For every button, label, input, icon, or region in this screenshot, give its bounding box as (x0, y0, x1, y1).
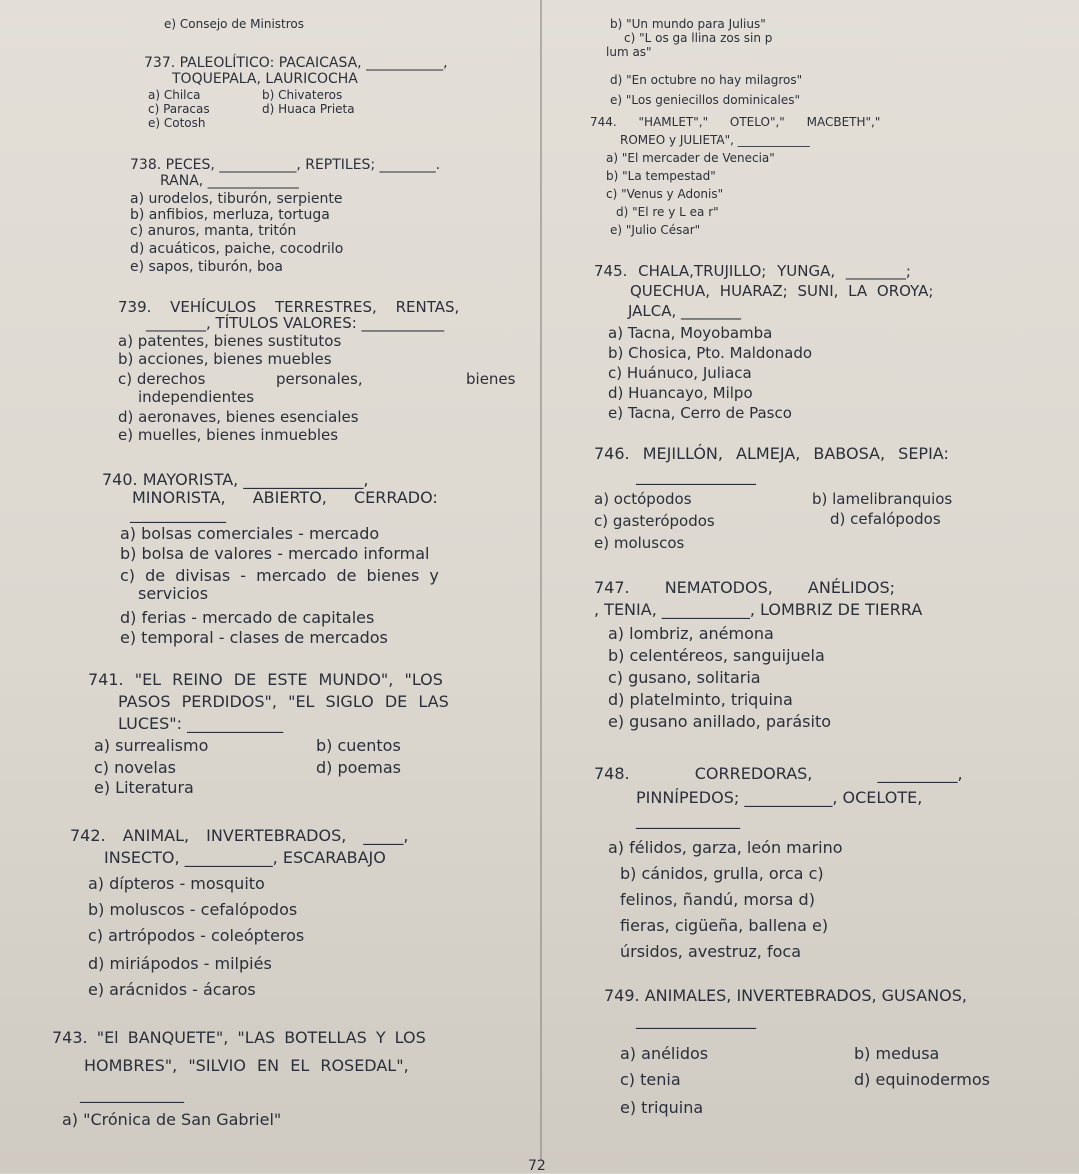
q742-option-e: e) arácnidos - ácaros (88, 980, 256, 999)
q747-stem-2: , TENIA, ___________, LOMBRIZ DE TIERRA (594, 600, 923, 619)
q740-stem-2: MINORISTA, ABIERTO, CERRADO: (132, 488, 438, 507)
q740-stem-3: ____________ (130, 504, 226, 523)
q739-option-d: d) aeronaves, bienes esenciales (118, 408, 359, 426)
q749-stem: 749. ANIMALES, INVERTEBRADOS, GUSANOS, (604, 986, 967, 1005)
q748-option-c: felinos, ñandú, morsa d) (620, 890, 815, 909)
q748-option-a: a) félidos, garza, león marino (608, 838, 843, 857)
q746-option-a: a) octópodos (594, 490, 692, 508)
q747-option-c: c) gusano, solitaria (608, 668, 761, 687)
q745-option-a: a) Tacna, Moyobamba (608, 324, 773, 342)
q742-stem: 742. ANIMAL, INVERTEBRADOS, _____, (70, 826, 409, 845)
q745-stem: 745. CHALA,TRUJILLO; YUNGA, ________; (594, 262, 911, 280)
q748-option-b: b) cánidos, grulla, orca c) (620, 864, 824, 883)
q744-stem: 744. "HAMLET"," OTELO"," MACBETH"," (590, 115, 881, 129)
q740-option-c: c) de divisas - mercado de bienes y (120, 566, 439, 585)
q740-option-a: a) bolsas comerciales - mercado (120, 524, 380, 543)
q737-option-d: d) Huaca Prieta (262, 102, 355, 116)
q743-option-a: a) "Crónica de San Gabriel" (62, 1110, 282, 1129)
q748-stem-3: _____________ (636, 810, 740, 829)
q741-option-e: e) Literatura (94, 778, 194, 797)
q741-option-a: a) surrealismo (94, 736, 209, 755)
q743-option-c-part2: lum as" (606, 45, 652, 59)
q741-option-d: d) poemas (316, 758, 401, 777)
q745-option-c: c) Huánuco, Juliaca (608, 364, 752, 382)
q741-stem-2: PASOS PERDIDOS", "EL SIGLO DE LAS (118, 692, 449, 711)
q746-stem-2: _______________ (636, 466, 756, 485)
q739-option-b: b) acciones, bienes muebles (118, 350, 332, 368)
q745-option-d: d) Huancayo, Milpo (608, 384, 753, 402)
q744-option-b: b) "La tempestad" (606, 169, 716, 183)
q739-option-c-part4: independientes (138, 388, 255, 406)
q738-option-d: d) acuáticos, paiche, cocodrilo (130, 241, 344, 257)
q743-option-d: d) "En octubre no hay milagros" (610, 73, 803, 87)
q749-option-c: c) tenia (620, 1070, 681, 1089)
q748-option-d: fieras, cigüeña, ballena e) (620, 916, 829, 935)
q739-option-c-part3: bienes (466, 370, 516, 388)
q747-stem: 747. NEMATODOS, ANÉLIDOS; (594, 578, 896, 597)
q737-option-b: b) Chivateros (262, 88, 343, 102)
q744-option-a: a) "El mercader de Venecia" (606, 151, 775, 165)
q747-option-e: e) gusano anillado, parásito (608, 712, 832, 731)
q742-option-c: c) artrópodos - coleópteros (88, 926, 305, 945)
q747-option-a: a) lombriz, anémona (608, 624, 774, 643)
q739-option-c: c) derechos (118, 370, 206, 388)
q746-option-b: b) lamelibranquios (812, 490, 953, 508)
q739-option-c-part2: personales, (276, 370, 363, 388)
q743-option-e: e) "Los geniecillos dominicales" (610, 93, 800, 107)
q741-stem: 741. "EL REINO DE ESTE MUNDO", "LOS (88, 670, 443, 689)
q743-stem: 743. "El BANQUETE", "LAS BOTELLAS Y LOS (52, 1028, 426, 1047)
q741-stem-3: LUCES": ____________ (118, 714, 284, 733)
q740-option-d: d) ferias - mercado de capitales (120, 608, 375, 627)
q743-option-c: c) "L os ga llina zos sin p (624, 31, 773, 45)
q739-option-e: e) muelles, bienes inmuebles (118, 426, 339, 444)
q739-option-a: a) patentes, bienes sustitutos (118, 332, 342, 350)
q742-option-b: b) moluscos - cefalópodos (88, 900, 298, 919)
q744-stem-2: ROMEO y JULIETA", ____________ (620, 133, 810, 147)
q743-option-b: b) "Un mundo para Julius" (610, 17, 766, 31)
q740-option-b: b) bolsa de valores - mercado informal (120, 544, 430, 563)
q738-option-c: c) anuros, manta, tritón (130, 223, 297, 239)
q737-option-e: e) Cotosh (148, 116, 206, 130)
q746-option-d: d) cefalópodos (830, 510, 941, 528)
q741-option-c: c) novelas (94, 758, 176, 777)
q742-option-d: d) miriápodos - milpiés (88, 954, 272, 973)
q737-option-a: a) Chilca (148, 88, 201, 102)
q749-stem-2: _______________ (636, 1010, 756, 1029)
q747-option-d: d) platelminto, triquina (608, 690, 793, 709)
q738-option-e: e) sapos, tiburón, boa (130, 259, 284, 275)
q749-option-e: e) triquina (620, 1098, 704, 1117)
q743-stem-3: _____________ (80, 1084, 184, 1103)
q742-option-a: a) dípteros - mosquito (88, 874, 265, 893)
column-divider (540, 0, 542, 1160)
q749-option-d: d) equinodermos (854, 1070, 991, 1089)
q738-stem: 738. PECES, ___________, REPTILES; ________. (130, 157, 441, 173)
q740-stem: 740. MAYORISTA, _______________, (102, 470, 369, 489)
q748-option-e: úrsidos, avestruz, foca (620, 942, 801, 961)
q749-option-a: a) anélidos (620, 1044, 709, 1063)
q736-option-e: e) Consejo de Ministros (164, 17, 304, 31)
q748-stem: 748. CORREDORAS, __________, (594, 764, 963, 783)
q745-option-e: e) Tacna, Cerro de Pasco (608, 404, 792, 422)
q740-option-c-part2: servicios (138, 584, 209, 603)
q737-stem-2: TOQUEPALA, LAURICOCHA (172, 71, 358, 87)
q746-option-c: c) gasterópodos (594, 512, 715, 530)
q743-stem-2: HOMBRES", "SILVIO EN EL ROSEDAL", (84, 1056, 409, 1075)
q745-option-b: b) Chosica, Pto. Maldonado (608, 344, 813, 362)
q747-option-b: b) celentéreos, sanguijuela (608, 646, 825, 665)
q739-stem: 739. VEHÍCULOS TERRESTRES, RENTAS, (118, 298, 460, 316)
q748-stem-2: PINNÍPEDOS; ___________, OCELOTE, (636, 788, 923, 807)
q744-option-d: d) "El re y L ea r" (616, 205, 719, 219)
q738-option-a: a) urodelos, tiburón, serpiente (130, 191, 343, 207)
q737-option-c: c) Paracas (148, 102, 210, 116)
q738-option-b: b) anfibios, merluza, tortuga (130, 207, 330, 223)
q742-stem-2: INSECTO, ___________, ESCARABAJO (104, 848, 386, 867)
q741-option-b: b) cuentos (316, 736, 401, 755)
q749-option-b: b) medusa (854, 1044, 940, 1063)
q737-stem: 737. PALEOLÍTICO: PACAICASA, ___________, (144, 55, 448, 71)
q740-option-e: e) temporal - clases de mercados (120, 628, 388, 647)
q746-stem: 746. MEJILLÓN, ALMEJA, BABOSA, SEPIA: (594, 444, 949, 463)
q746-option-e: e) moluscos (594, 534, 685, 552)
q739-stem-2: ________, TÍTULOS VALORES: ___________ (146, 314, 445, 332)
q744-option-e: e) "Julio César" (610, 223, 701, 237)
q745-stem-2: QUECHUA, HUARAZ; SUNI, LA OROYA; (630, 282, 934, 300)
q744-option-c: c) "Venus y Adonis" (606, 187, 724, 201)
page-number: 72 (528, 1158, 546, 1174)
q745-stem-3: JALCA, ________ (628, 302, 742, 320)
q738-stem-2: RANA, _____________ (160, 173, 299, 189)
